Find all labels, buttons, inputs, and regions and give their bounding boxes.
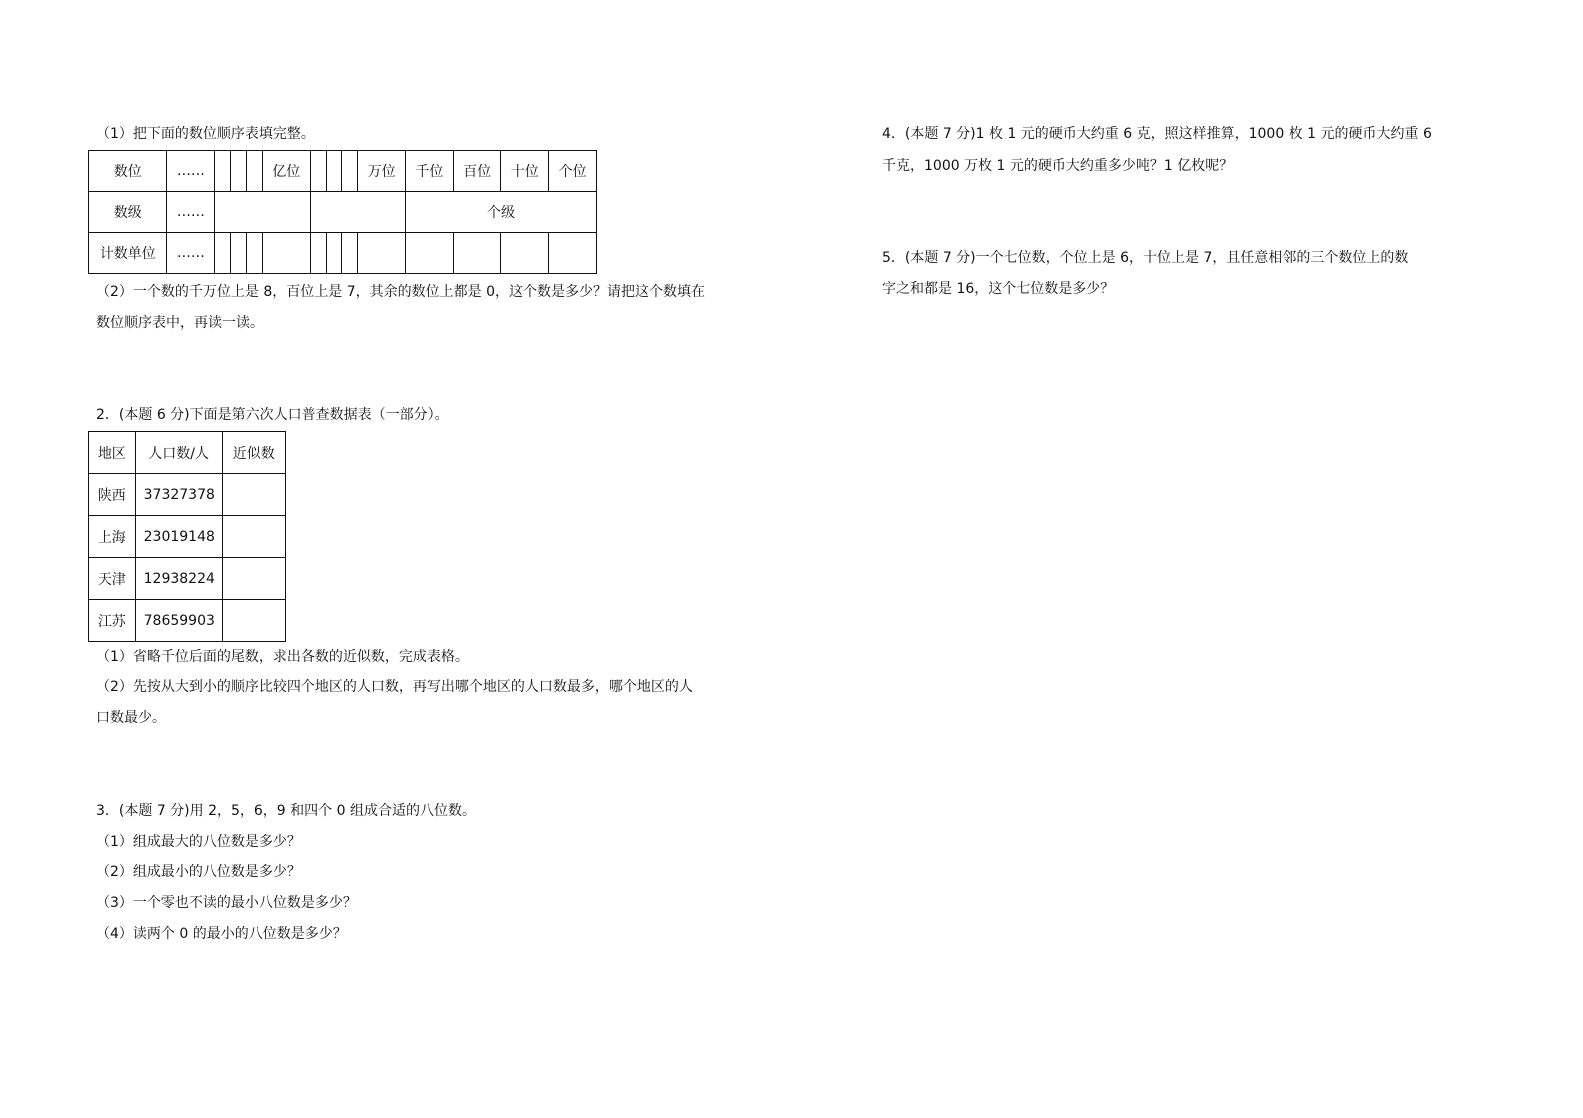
blank-cell[interactable] — [215, 151, 231, 192]
q4-line1: 4．(本题 7 分)1 枚 1 元的硬币大约重 6 克，照这样推算，1000 枚 1 元的硬币大约重 6 — [882, 126, 1432, 142]
place-row — [89, 151, 597, 192]
q3-part-3: （3）一个零也不读的最小八位数是多少？ — [96, 895, 357, 911]
approx-blank-cell[interactable] — [222, 558, 285, 600]
population-table — [88, 431, 286, 642]
q3-title: 3．(本题 7 分)用 2，5，6，9 和四个 0 组成合适的八位数。 — [96, 803, 476, 819]
region-cell: 上海 — [89, 516, 136, 558]
approx-blank-cell[interactable] — [222, 516, 285, 558]
population-cell: 78659903 — [135, 600, 222, 642]
blank-cell[interactable] — [358, 233, 406, 274]
blank-cell[interactable] — [310, 233, 326, 274]
blank-cell[interactable] — [310, 192, 405, 233]
place-value-table — [88, 150, 597, 274]
q3-part-2: （2）组成最小的八位数是多少？ — [96, 864, 301, 880]
q1-part1-text: （1）把下面的数位顺序表填完整。 — [96, 126, 315, 142]
blank-cell[interactable] — [342, 151, 358, 192]
q2-title: 2．(本题 6 分)下面是第六次人口普查数据表（一部分）。 — [96, 407, 449, 423]
region-cell: 天津 — [89, 558, 136, 600]
q2-part2-line2: 口数最少。 — [96, 710, 166, 726]
unit-row — [89, 233, 597, 274]
population-cell: 37327378 — [135, 474, 222, 516]
blank-cell[interactable] — [406, 233, 454, 274]
table-header-row — [89, 432, 286, 474]
table-cell: 计数单位 — [89, 233, 167, 274]
approx-blank-cell[interactable] — [222, 474, 285, 516]
blank-cell[interactable] — [310, 151, 326, 192]
blank-cell[interactable] — [326, 233, 342, 274]
q2-part1-text: （1）省略千位后面的尾数，求出各数的近似数，完成表格。 — [96, 649, 469, 665]
q3-part-1: （1）组成最大的八位数是多少？ — [96, 834, 301, 850]
blank-cell[interactable] — [549, 233, 597, 274]
header-cell: 地区 — [89, 432, 136, 474]
period-row — [89, 192, 597, 233]
q5-line2: 字之和都是 16，这个七位数是多少？ — [882, 281, 1115, 297]
approx-blank-cell[interactable] — [222, 600, 285, 642]
q4-line2: 千克，1000 万枚 1 元的硬币大约重多少吨？1 亿枚呢？ — [882, 158, 1234, 174]
table-cell: 数位 — [89, 151, 167, 192]
header-cell: 近似数 — [222, 432, 285, 474]
population-cell: 12938224 — [135, 558, 222, 600]
table-row — [89, 600, 286, 642]
blank-cell[interactable] — [326, 151, 342, 192]
blank-cell[interactable] — [247, 151, 263, 192]
table-cell: 千位 — [406, 151, 454, 192]
blank-cell[interactable] — [262, 233, 310, 274]
table-cell: 个级 — [406, 192, 597, 233]
blank-cell[interactable] — [231, 151, 247, 192]
blank-cell[interactable] — [215, 233, 231, 274]
q2-part2-line1: （2）先按从大到小的顺序比较四个地区的人口数，再写出哪个地区的人口数最多，哪个地区的人 — [96, 679, 693, 695]
table-cell: …… — [167, 151, 215, 192]
table-row — [89, 474, 286, 516]
table-cell: 十位 — [501, 151, 549, 192]
table-cell: 数级 — [89, 192, 167, 233]
blank-cell[interactable] — [453, 233, 501, 274]
header-cell: 人口数/人 — [135, 432, 222, 474]
q1-part2-line2: 数位顺序表中，再读一读。 — [96, 315, 264, 331]
blank-cell[interactable] — [501, 233, 549, 274]
q3-part-4: （4）读两个 0 的最小的八位数是多少？ — [96, 926, 347, 942]
q1-part2-line1: （2）一个数的千万位上是 8，百位上是 7，其余的数位上都是 0，这个数是多少？请把这个数填在 — [96, 284, 705, 300]
table-cell: 百位 — [453, 151, 501, 192]
table-row — [89, 558, 286, 600]
blank-cell[interactable] — [247, 233, 263, 274]
blank-cell[interactable] — [342, 233, 358, 274]
region-cell: 江苏 — [89, 600, 136, 642]
region-cell: 陕西 — [89, 474, 136, 516]
table-row — [89, 516, 286, 558]
table-cell: 个位 — [549, 151, 597, 192]
blank-cell[interactable] — [215, 192, 310, 233]
population-cell: 23019148 — [135, 516, 222, 558]
blank-cell[interactable] — [231, 233, 247, 274]
table-cell: …… — [167, 233, 215, 274]
table-cell: …… — [167, 192, 215, 233]
q5-line1: 5．(本题 7 分)一个七位数，个位上是 6，十位上是 7，且任意相邻的三个数位上的数 — [882, 250, 1409, 266]
table-cell: 亿位 — [262, 151, 310, 192]
table-cell: 万位 — [358, 151, 406, 192]
